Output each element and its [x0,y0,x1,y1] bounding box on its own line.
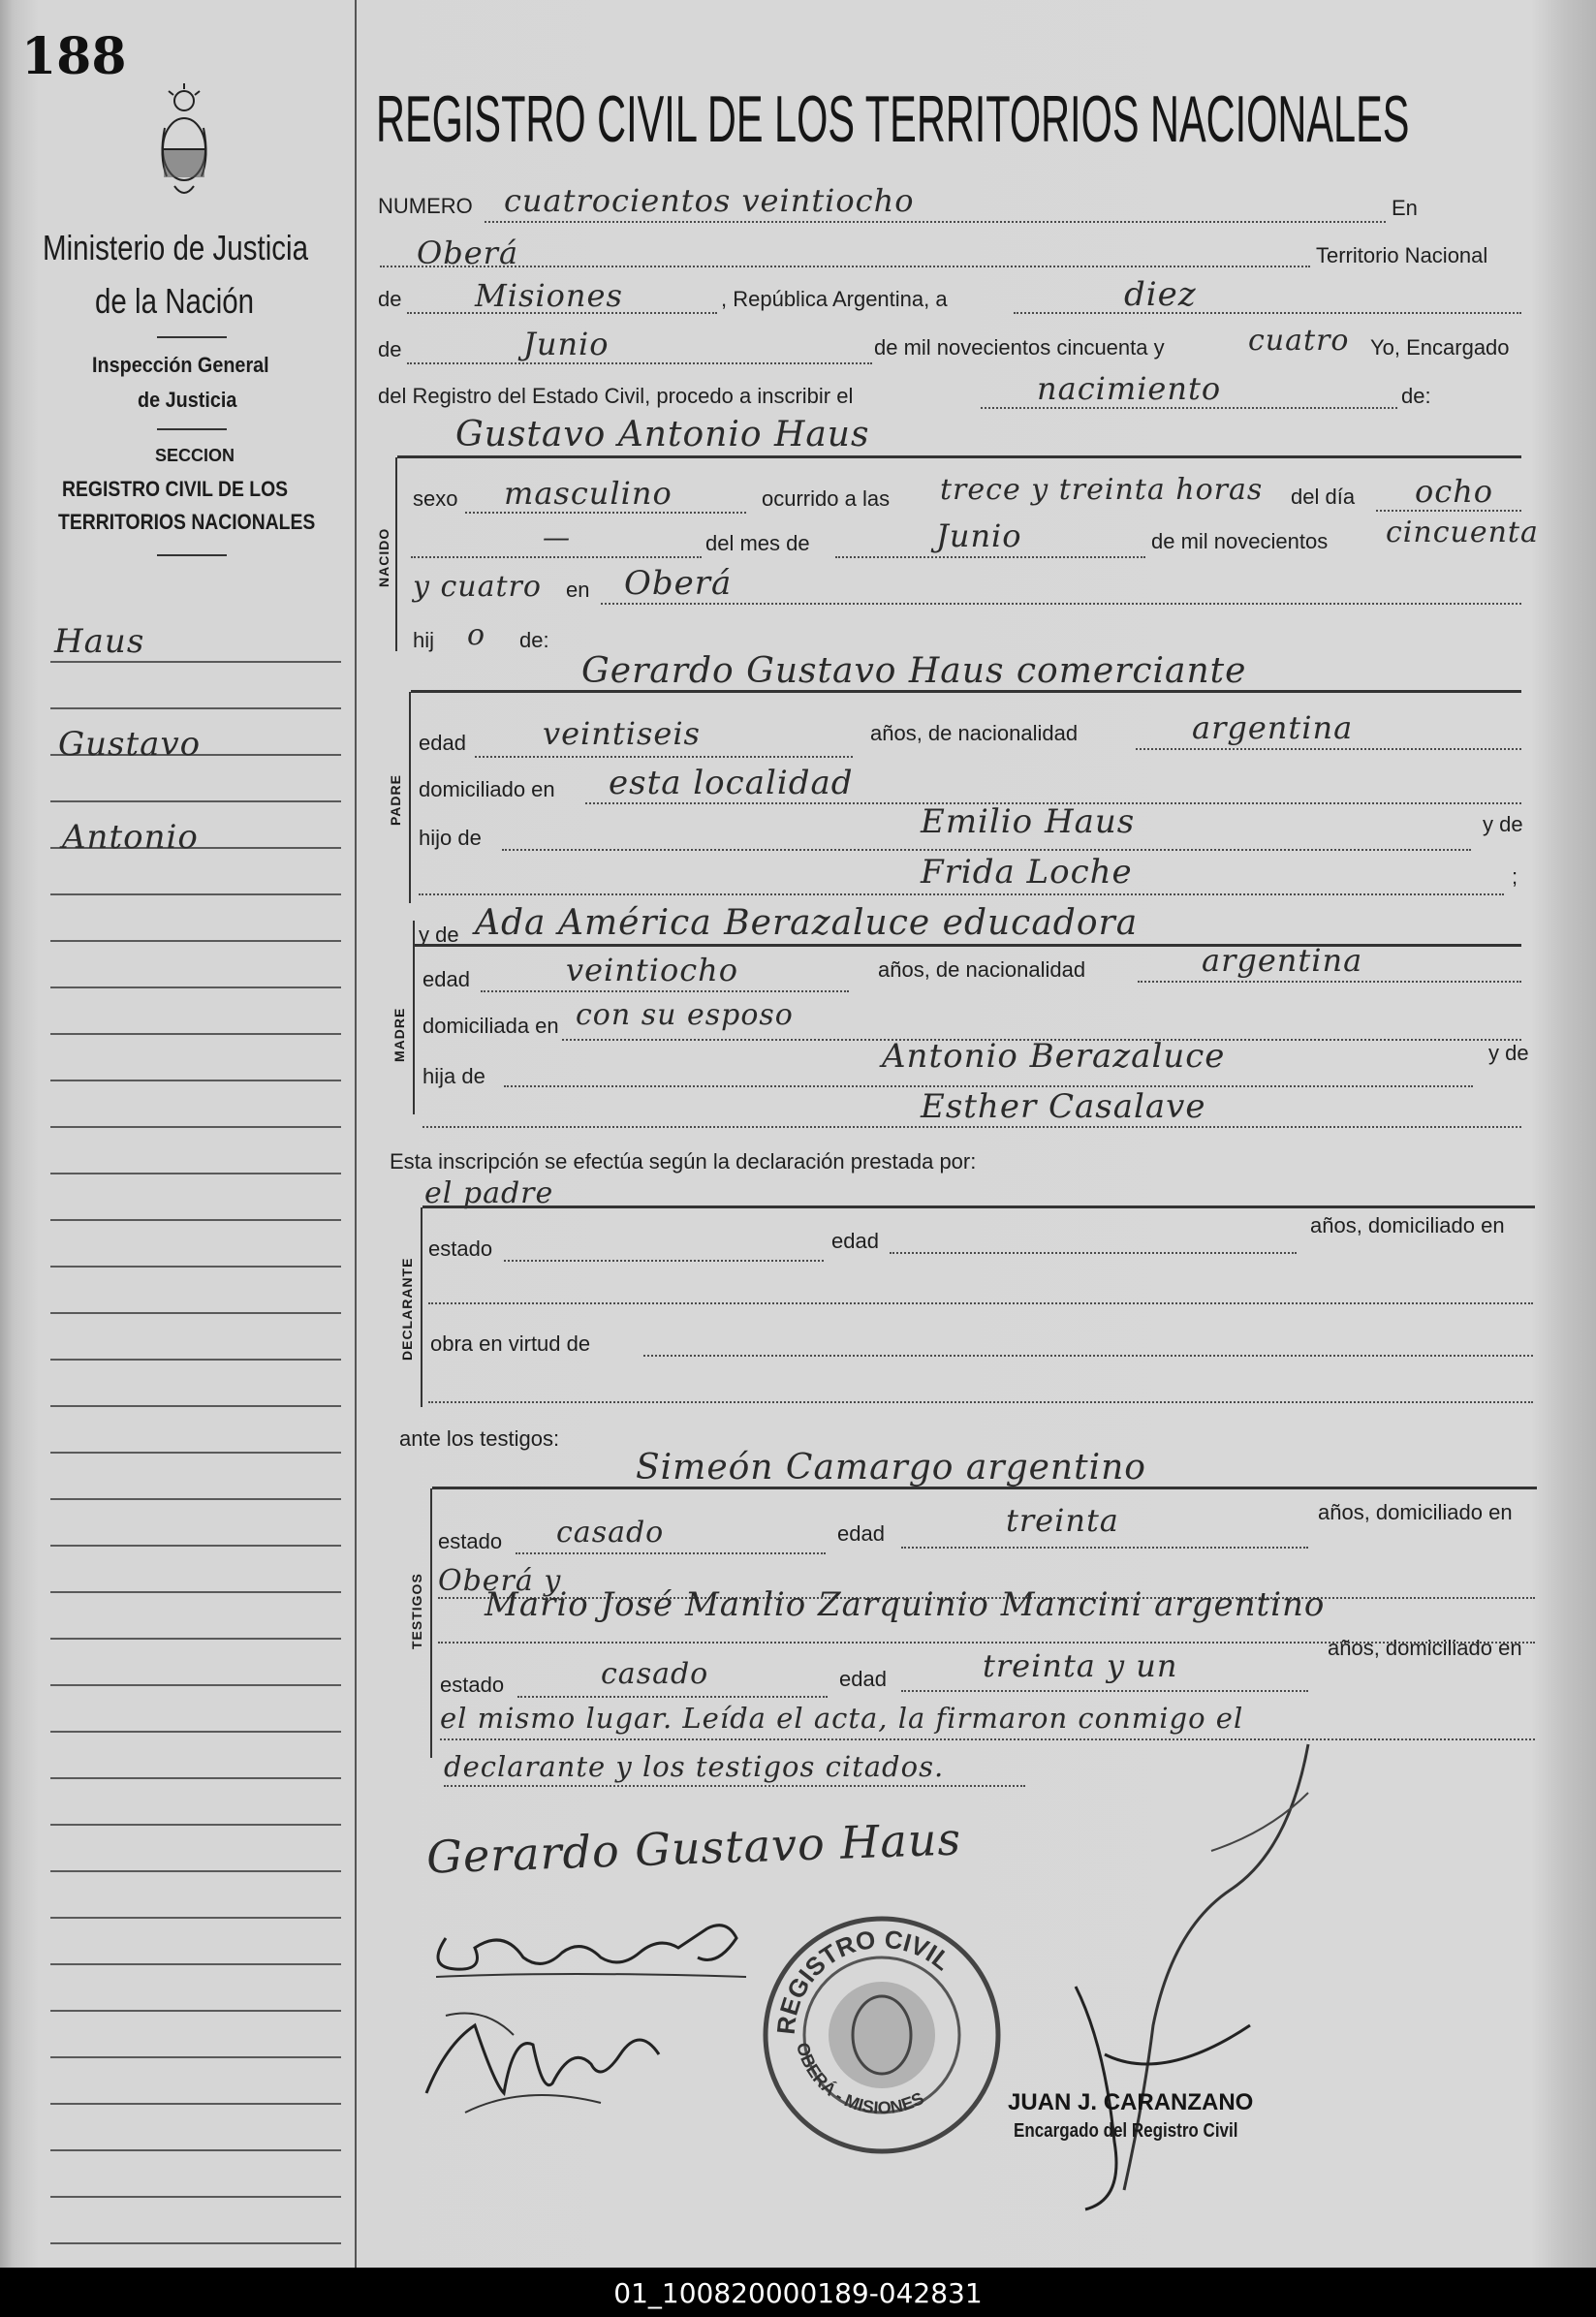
officer-name: JUAN J. CARANZANO [1008,2089,1254,2115]
declarante-edad-dots [890,1252,1297,1254]
birth-dash: — [543,521,571,553]
section-line-2: REGISTRO CIVIL DE LOS [62,477,289,501]
declarante-extra-dots [428,1401,1533,1403]
birth-month-dots [835,556,1145,558]
declarante-anos-label: años, domiciliado en [1310,1213,1505,1237]
year-text: de mil novecientos cincuenta y [874,335,1165,360]
padre-edad-label: edad [419,731,466,755]
father-parent2-dots [419,893,1504,895]
day-value: diez [1124,275,1197,314]
margin-name-2: Gustavo [58,725,202,764]
margin-name-3: Antonio [62,818,199,857]
coat-of-arms-icon [155,79,213,205]
witness-1-estado: casado [556,1516,665,1550]
mother-parent2-dots [422,1126,1521,1128]
ocurrido-label: ocurrido a las [762,486,891,511]
witness-2-estado: casado [601,1657,709,1691]
header-place: Oberá [417,235,519,271]
footer-id: 01_100820000189-042831 [613,2277,983,2309]
birth-place-dots [601,603,1521,605]
de-colon: de: [1401,384,1431,408]
ministry-line-2: de la Nación [95,281,255,321]
mil-label: de mil novecientos [1151,529,1329,553]
mother-parent-2: Esther Casalave [921,1087,1206,1126]
territory-dots [407,312,717,314]
officer-title: Encargado del Registro Civil [1014,2120,1238,2142]
testigos-intro: ante los testigos: [399,1426,560,1451]
form-title: REGISTRO CIVIL DE LOS TERRITORIOS NACIONALES [376,82,1410,156]
day-dots [1014,312,1521,314]
closing-dots [444,1785,1025,1787]
act-dots [981,407,1397,409]
month-value: Junio [523,326,610,362]
yo-label: Yo, Encargado [1370,335,1510,360]
hijo-value: o [467,618,486,652]
declarante-intro: Esta inscripción se efectúa según la declaración prestada por: [390,1149,977,1174]
declarante-obra-label: obra en virtud de [430,1331,591,1356]
del-dia-label: del día [1291,485,1356,509]
declarante-name: el padre [424,1176,554,1210]
testigos-top-rule [432,1487,1537,1489]
father-nationality: argentina [1192,709,1354,746]
en-label: En [1392,196,1418,220]
declarante-edad-label: edad [831,1229,879,1253]
mother-name: Ada América Berazaluce educadora [475,903,1139,943]
section-line-3: TERRITORIOS NACIONALES [58,510,316,534]
padre-nac-label: años, de nacionalidad [870,721,1079,745]
witness-1-signature-icon [417,1899,766,1996]
w1-estado-label: estado [438,1529,503,1553]
father-parent-2: Frida Loche [921,853,1133,892]
testigos-bracket [430,1488,432,1758]
father-parent-1: Emilio Haus [921,802,1136,841]
mother-parent-1: Antonio Berazaluce [882,1037,1226,1076]
margin-name-1: Haus [54,622,145,661]
officer-signature-icon [1017,1735,1386,2219]
republica-label: , República Argentina, a [721,287,948,311]
month-dots [407,362,872,364]
margin-divider [355,0,357,2268]
year-value: cuatro [1248,324,1350,358]
place-dots [380,266,1310,267]
declarante-bracket [421,1207,422,1407]
declarante-dom-dots [428,1302,1533,1304]
madre-dom-label: domiciliada en [422,1014,559,1038]
father-nat-dots [1136,748,1521,750]
footer-bar [0,2268,1596,2317]
territorio-label: Territorio Nacional [1316,243,1488,267]
territory-value: Misiones [475,277,623,314]
registro-label: del Registro del Estado Civil, procedo a inscribir el [378,384,854,408]
witness-1-name: Simeón Camargo argentino [636,1448,1146,1487]
witness-1-domicile: Oberá y [438,1564,562,1598]
declarante-section-label: DECLARANTE [399,1257,415,1361]
inspection-line-1: Inspección General [92,353,269,377]
left-rule-3 [157,554,227,556]
madre-y-de-label: y de [419,923,459,947]
sexo-value: masculino [504,475,673,512]
madre-hija-label: hija de [422,1064,485,1088]
witness-2-signature-icon [407,1987,698,2132]
civil-registry-seal-icon [756,1909,1008,2161]
testigos-section-label: TESTIGOS [409,1573,424,1649]
declarante-estado-label: estado [428,1237,493,1261]
mother-nationality: argentina [1202,942,1363,979]
witness-2-edad: treinta y un [983,1647,1178,1684]
witness-2-name: Mario José Manlio Zarquinio Mancini argentino [485,1585,1326,1624]
madre-bracket [413,921,415,1114]
ministry-line-1: Ministerio de Justicia [43,228,308,267]
father-age-dots [475,756,853,758]
section-line-1: SECCION [155,446,235,465]
w2-anos-label: años, domiciliado en [1328,1636,1522,1660]
del-mes-label: del mes de [705,531,810,555]
madre-nac-label: años, de nacionalidad [878,957,1086,982]
nacido-top-rule [397,455,1521,458]
mother-age-dots [481,990,849,992]
w2-edad-dots [901,1690,1308,1692]
birth-year-a: cincuenta [1386,516,1539,549]
birth-month: Junio [936,517,1022,554]
father-name: Gerardo Gustavo Haus comerciante [581,651,1247,691]
de-label-2: de [378,337,402,361]
w2-estado-label: estado [440,1673,505,1697]
de-label-1: de [378,287,402,311]
mother-domicile: con su esposo [576,998,794,1032]
w1-edad-dots [901,1547,1308,1549]
declarante-obra-dots [643,1355,1533,1357]
w1-anos-label: años, domiciliado en [1318,1500,1513,1524]
witness-1-edad: treinta [1006,1502,1119,1539]
dash-dots [411,556,702,558]
padre-hijo-label: hijo de [419,826,482,850]
padre-dom-label: domiciliado en [419,777,555,801]
nacido-section-label: NACIDO [376,527,391,587]
left-rule-2 [157,428,227,430]
folio-number: 188 [21,27,127,86]
act-value: nacimiento [1037,370,1222,407]
seal-bottom-text: OBERÁ - MISIONES [792,2040,927,2118]
birth-year-b: y cuatro [413,570,542,604]
closing-text: declarante y los testigos citados. [444,1750,945,1783]
w1-estado-dots [516,1552,826,1554]
padre-top-rule [411,690,1521,693]
padre-y-de: y de [1483,812,1523,836]
father-parent1-dots [502,849,1471,851]
witness-2-domicile: el mismo lugar. Leída el acta, la firmaron conmigo el [440,1702,1244,1735]
declarante-top-rule [422,1205,1535,1208]
numero-dots [485,221,1386,223]
mother-age: veintiocho [566,952,739,988]
w1-edad-label: edad [837,1521,885,1546]
madre-y-de: y de [1488,1041,1529,1065]
declarante-estado-dots [504,1260,824,1262]
hijo-suffix: de: [519,628,549,652]
madre-edad-label: edad [422,967,470,991]
nacido-bracket [395,457,397,651]
padre-bracket [409,692,411,903]
declarante-signature: Gerardo Gustavo Haus [425,1812,962,1884]
w2-estado-dots [517,1696,828,1698]
birth-place: Oberá [624,564,733,603]
father-domicile: esta localidad [609,764,854,802]
padre-section-label: PADRE [388,774,403,826]
birth-day-dots [1376,510,1521,512]
en-label-2: en [566,578,590,602]
left-rule-1 [157,336,227,338]
padre-semicolon: ; [1512,864,1518,889]
birth-day: ocho [1415,473,1494,510]
father-age: veintiseis [543,715,701,752]
hijo-prefix: hij [413,628,435,652]
numero-label: NUMERO [378,194,473,218]
seal-top-text: REGISTRO CIVIL [770,1924,957,2036]
numero-value: cuatrocientos veintiocho [504,182,915,219]
hour-value: trece y treinta horas [940,473,1264,507]
child-name: Gustavo Antonio Haus [455,415,870,454]
sexo-dots [465,512,746,514]
sexo-label: sexo [413,486,458,511]
w2-edad-label: edad [839,1667,887,1691]
madre-section-label: MADRE [391,1007,407,1062]
inspection-line-2: de Justicia [138,388,237,412]
mother-nat-dots [1138,981,1521,983]
